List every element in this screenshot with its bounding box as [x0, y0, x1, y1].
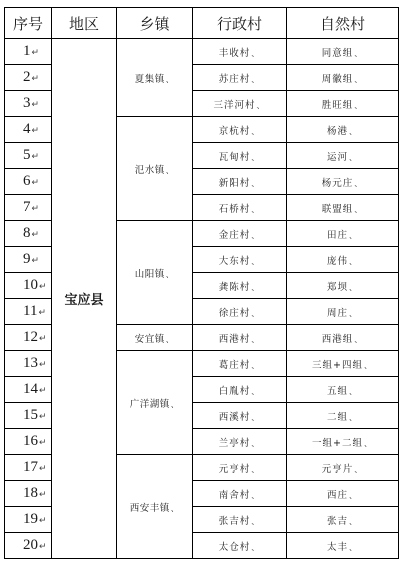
- natural-village-name: 联盟组: [321, 203, 354, 215]
- town-name: 山阳镇: [134, 268, 165, 280]
- row-index-cell: [5, 481, 52, 507]
- row-index: 4: [23, 121, 31, 137]
- row-index-cell: [5, 273, 52, 299]
- admin-village-name: 三洋河村: [213, 99, 256, 111]
- admin-village-cell: [193, 403, 287, 429]
- cell-end-mark-icon: 、: [170, 399, 180, 409]
- row-index-cell: [5, 429, 52, 455]
- town-name: 广洋湖镇: [129, 398, 170, 410]
- natural-village-name: 杨元庄: [321, 177, 354, 189]
- paragraph-mark-icon: ↵: [38, 307, 46, 317]
- cell-end-mark-icon: 、: [251, 126, 261, 136]
- row-index: 7: [23, 199, 31, 215]
- cell-end-mark-icon: 、: [349, 516, 358, 526]
- cell-end-mark-icon: 、: [165, 165, 175, 175]
- paragraph-mark-icon: ↵: [31, 255, 40, 265]
- cell-end-mark-icon: 、: [251, 412, 261, 422]
- row-index-cell: [5, 65, 52, 91]
- natural-village-name: 西庄: [326, 489, 348, 501]
- admin-village-name: 徐庄村: [218, 307, 251, 319]
- cell-end-mark-icon: 、: [251, 152, 261, 162]
- cell-end-mark-icon: 、: [251, 438, 261, 448]
- cell-end-mark-icon: 、: [349, 230, 358, 240]
- town-cell: [117, 325, 193, 351]
- row-index-cell: [5, 403, 52, 429]
- paragraph-mark-icon: ↵: [31, 229, 40, 239]
- cell-end-mark-icon: 、: [251, 308, 261, 318]
- natural-village-name: 同意组: [321, 47, 354, 59]
- admin-village-cell: [193, 117, 287, 143]
- row-index: 18: [23, 485, 38, 501]
- row-index-cell: [5, 195, 52, 221]
- header-region: 地区: [52, 8, 117, 39]
- town-name: 氾水镇: [134, 164, 165, 176]
- header-natural-village: 自然村: [287, 8, 399, 39]
- row-index-cell: [5, 299, 52, 325]
- natural-village-name: 田庄: [326, 229, 348, 241]
- admin-village-name: 龚陈村: [218, 281, 251, 293]
- row-index: 19: [23, 511, 38, 527]
- natural-village-cell: [287, 507, 399, 533]
- cell-end-mark-icon: 、: [354, 48, 364, 58]
- paragraph-mark-icon: ↵: [31, 73, 40, 83]
- natural-village-name: 张吉: [326, 515, 348, 527]
- cell-end-mark-icon: 、: [256, 100, 266, 110]
- cell-end-mark-icon: 、: [354, 204, 364, 214]
- paragraph-mark-icon: ↵: [39, 515, 47, 525]
- natural-village-name: 周徽组: [321, 73, 354, 85]
- cell-end-mark-icon: 、: [251, 334, 261, 344]
- row-index: 10: [23, 277, 38, 293]
- cell-end-mark-icon: 、: [363, 360, 373, 370]
- cell-end-mark-icon: 、: [349, 490, 358, 500]
- row-index: 15: [23, 407, 38, 423]
- natural-village-cell: [287, 273, 399, 299]
- natural-village-name: 五组: [326, 385, 348, 397]
- cell-end-mark-icon: 、: [165, 334, 175, 344]
- row-index-cell: [5, 377, 52, 403]
- natural-village-name: 周庄: [326, 307, 348, 319]
- natural-village-name: 胜旺组: [321, 99, 354, 111]
- paragraph-mark-icon: ↵: [39, 359, 47, 369]
- admin-village-name: 石桥村: [218, 203, 251, 215]
- town-cell: [117, 117, 193, 221]
- cell-end-mark-icon: 、: [349, 386, 358, 396]
- admin-village-name: 金庄村: [218, 229, 251, 241]
- cell-end-mark-icon: 、: [251, 48, 261, 58]
- row-index: 11: [23, 303, 38, 319]
- paragraph-mark-icon: ↵: [39, 281, 47, 291]
- paragraph-mark-icon: ↵: [39, 411, 47, 421]
- admin-village-name: 京杭村: [218, 125, 251, 137]
- natural-village-name: 运河: [326, 151, 348, 163]
- cell-end-mark-icon: 、: [170, 503, 180, 513]
- row-index: 3: [23, 95, 31, 111]
- admin-village-name: 西溪村: [218, 411, 251, 423]
- natural-village-cell: [287, 117, 399, 143]
- cell-end-mark-icon: 、: [349, 542, 358, 552]
- cell-end-mark-icon: 、: [251, 464, 261, 474]
- admin-village-name: 张吉村: [218, 515, 251, 527]
- town-name: 夏集镇: [134, 73, 165, 85]
- paragraph-mark-icon: ↵: [31, 203, 40, 213]
- row-index: 20: [23, 537, 38, 553]
- cell-end-mark-icon: 、: [165, 74, 175, 84]
- admin-village-name: 元亨村: [218, 463, 251, 475]
- town-cell: [117, 351, 193, 455]
- paragraph-mark-icon: ↵: [39, 541, 47, 551]
- row-index-cell: [5, 455, 52, 481]
- paragraph-mark-icon: ↵: [39, 489, 47, 499]
- header-admin-village: 行政村: [193, 8, 287, 39]
- cell-end-mark-icon: 、: [251, 490, 261, 500]
- village-table: [4, 7, 399, 559]
- row-index: 8: [23, 225, 31, 241]
- admin-village-cell: [193, 143, 287, 169]
- natural-village-cell: [287, 221, 399, 247]
- admin-village-cell: [193, 195, 287, 221]
- row-index-cell: [5, 39, 52, 65]
- row-index: 12: [23, 329, 38, 345]
- header-index: 序号: [5, 8, 52, 39]
- admin-village-cell: [193, 273, 287, 299]
- cell-end-mark-icon: 、: [251, 282, 261, 292]
- natural-village-name: 二组: [326, 411, 348, 423]
- row-index-cell: [5, 247, 52, 273]
- natural-village-name: 郑坝: [326, 281, 348, 293]
- natural-village-cell: [287, 169, 399, 195]
- cell-end-mark-icon: 、: [251, 230, 261, 240]
- cell-end-mark-icon: 、: [251, 542, 261, 552]
- row-index-cell: [5, 325, 52, 351]
- header-town: 乡镇: [117, 8, 193, 39]
- town-name: 安宜镇: [134, 333, 165, 345]
- admin-village-cell: [193, 377, 287, 403]
- admin-village-cell: [193, 325, 287, 351]
- town-cell: [117, 39, 193, 117]
- natural-village-cell: [287, 195, 399, 221]
- row-index: 1: [23, 43, 31, 59]
- paragraph-mark-icon: ↵: [39, 333, 47, 343]
- row-index-cell: [5, 507, 52, 533]
- admin-village-cell: [193, 429, 287, 455]
- admin-village-name: 新阳村: [218, 177, 251, 189]
- cell-end-mark-icon: 、: [349, 308, 358, 318]
- paragraph-mark-icon: ↵: [39, 385, 47, 395]
- row-index-cell: [5, 533, 52, 559]
- paragraph-mark-icon: ↵: [39, 463, 47, 473]
- cell-end-mark-icon: 、: [349, 256, 358, 266]
- cell-end-mark-icon: 、: [251, 256, 261, 266]
- cell-end-mark-icon: 、: [354, 178, 364, 188]
- row-index-cell: [5, 143, 52, 169]
- cell-end-mark-icon: 、: [354, 334, 364, 344]
- natural-village-cell: [287, 403, 399, 429]
- natural-village-name: 太丰: [326, 541, 348, 553]
- natural-village-cell: [287, 143, 399, 169]
- table-row: [5, 39, 399, 65]
- paragraph-mark-icon: ↵: [31, 151, 40, 161]
- natural-village-name: 西港组: [321, 333, 354, 345]
- admin-village-name: 西港村: [218, 333, 251, 345]
- cell-end-mark-icon: 、: [251, 178, 261, 188]
- natural-village-cell: [287, 39, 399, 65]
- row-index: 14: [23, 381, 38, 397]
- admin-village-cell: [193, 533, 287, 559]
- natural-village-cell: [287, 377, 399, 403]
- row-index-cell: [5, 91, 52, 117]
- paragraph-mark-icon: ↵: [31, 99, 40, 109]
- cell-end-mark-icon: 、: [251, 74, 261, 84]
- header-row: [5, 8, 399, 39]
- row-index: 9: [23, 251, 31, 267]
- admin-village-cell: [193, 299, 287, 325]
- natural-village-name: 三组+四组: [312, 359, 363, 371]
- admin-village-cell: [193, 91, 287, 117]
- region-cell: 宝应县: [52, 39, 117, 559]
- cell-end-mark-icon: 、: [251, 204, 261, 214]
- cell-end-mark-icon: 、: [251, 386, 261, 396]
- natural-village-cell: [287, 429, 399, 455]
- admin-village-name: 葛庄村: [218, 359, 251, 371]
- natural-village-cell: [287, 91, 399, 117]
- row-index-cell: [5, 169, 52, 195]
- natural-village-cell: [287, 325, 399, 351]
- admin-village-cell: [193, 65, 287, 91]
- admin-village-cell: [193, 221, 287, 247]
- paragraph-mark-icon: ↵: [31, 177, 40, 187]
- natural-village-cell: [287, 533, 399, 559]
- admin-village-name: 白胤村: [218, 385, 251, 397]
- town-cell: [117, 221, 193, 325]
- natural-village-cell: [287, 65, 399, 91]
- admin-village-cell: [193, 247, 287, 273]
- admin-village-name: 太仓村: [218, 541, 251, 553]
- admin-village-cell: [193, 481, 287, 507]
- cell-end-mark-icon: 、: [354, 100, 364, 110]
- town-cell: [117, 455, 193, 559]
- paragraph-mark-icon: ↵: [31, 47, 40, 57]
- natural-village-cell: [287, 247, 399, 273]
- row-index: 5: [23, 147, 31, 163]
- cell-end-mark-icon: 、: [349, 412, 358, 422]
- admin-village-cell: [193, 39, 287, 65]
- natural-village-name: 一组+二组: [312, 437, 363, 449]
- cell-end-mark-icon: 、: [349, 152, 358, 162]
- table-body: [5, 39, 399, 559]
- row-index: 13: [23, 355, 38, 371]
- natural-village-cell: [287, 455, 399, 481]
- paragraph-mark-icon: ↵: [39, 437, 47, 447]
- admin-village-name: 大东村: [218, 255, 251, 267]
- row-index: 16: [23, 433, 38, 449]
- cell-end-mark-icon: 、: [363, 438, 373, 448]
- cell-end-mark-icon: 、: [349, 282, 358, 292]
- cell-end-mark-icon: 、: [354, 74, 364, 84]
- natural-village-name: 杨港: [326, 125, 348, 137]
- natural-village-name: 庞伟: [326, 255, 348, 267]
- admin-village-name: 南舍村: [218, 489, 251, 501]
- natural-village-cell: [287, 481, 399, 507]
- row-index-cell: [5, 221, 52, 247]
- admin-village-cell: [193, 169, 287, 195]
- cell-end-mark-icon: 、: [165, 269, 175, 279]
- admin-village-name: 瓦甸村: [218, 151, 251, 163]
- admin-village-name: 兰亭村: [218, 437, 251, 449]
- admin-village-cell: [193, 351, 287, 377]
- cell-end-mark-icon: 、: [251, 516, 261, 526]
- natural-village-name: 元亨片: [321, 463, 354, 475]
- row-index-cell: [5, 351, 52, 377]
- admin-village-cell: [193, 507, 287, 533]
- admin-village-name: 苏庄村: [218, 73, 251, 85]
- row-index: 17: [23, 459, 38, 475]
- natural-village-cell: [287, 351, 399, 377]
- natural-village-cell: [287, 299, 399, 325]
- town-name: 西安丰镇: [129, 502, 170, 514]
- admin-village-cell: [193, 455, 287, 481]
- cell-end-mark-icon: 、: [349, 126, 358, 136]
- row-index: 2: [23, 69, 31, 85]
- paragraph-mark-icon: ↵: [31, 125, 40, 135]
- admin-village-name: 丰收村: [218, 47, 251, 59]
- row-index-cell: [5, 117, 52, 143]
- cell-end-mark-icon: 、: [354, 464, 364, 474]
- row-index: 6: [23, 173, 31, 189]
- cell-end-mark-icon: 、: [251, 360, 261, 370]
